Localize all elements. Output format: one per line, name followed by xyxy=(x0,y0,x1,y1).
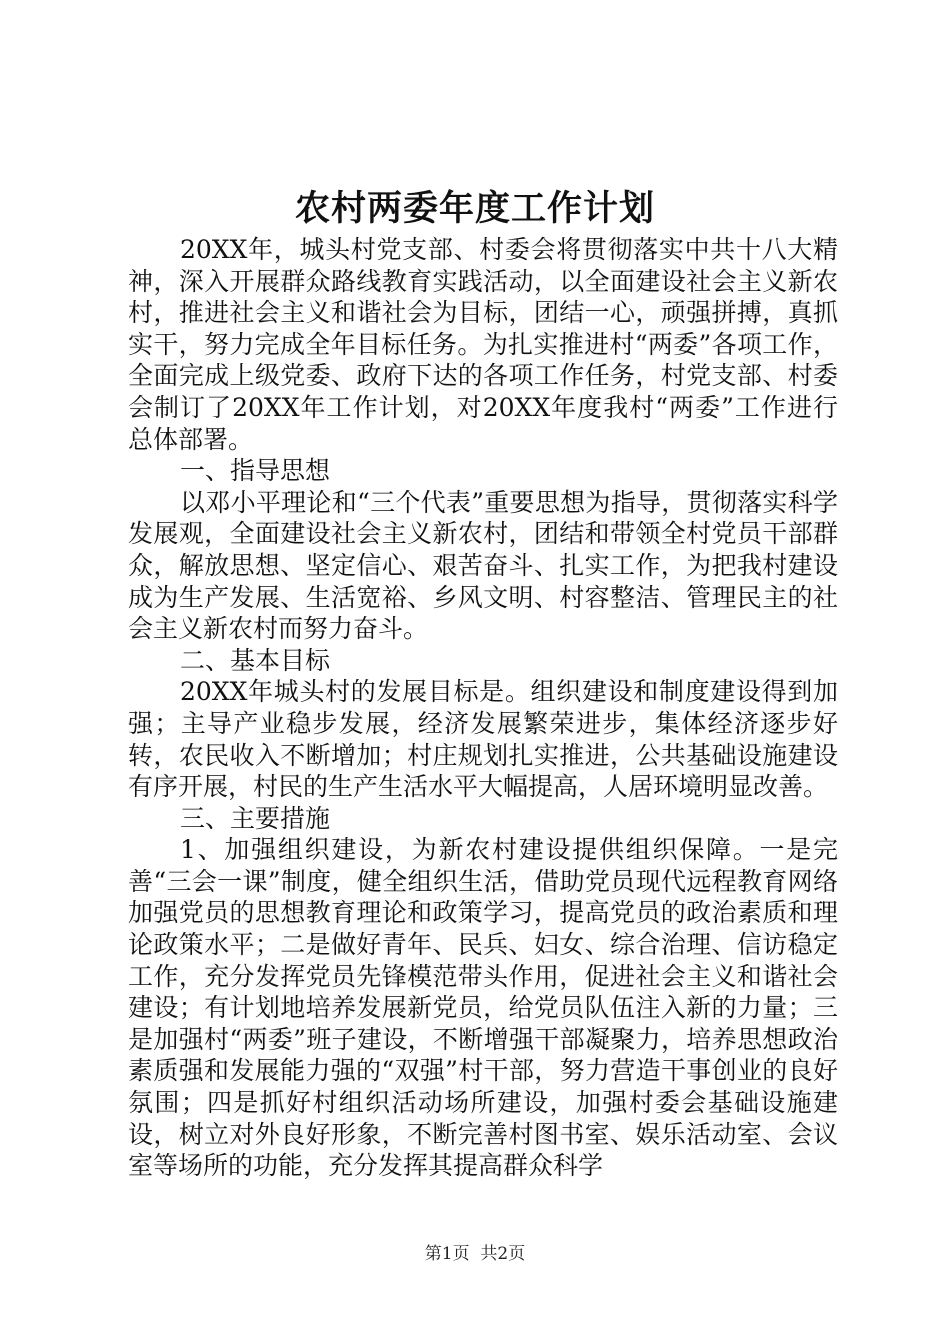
intro-paragraph: 20XX年，城头村党支部、村委会将贯彻落实中共十八大精神，深入开展群众路线教育实践活动，以全面建设社会主义新农村，推进社会主义和谐社会为目标，团结一心，顽强拼搏，真抓实干，努力完成全年目标任务。为扎实推进村“两委”各项工作，全面完成上级党委、政府下达的各项工作任务，村党支部、村委会制订了20XX年工作计划，对20XX年度我村“两委”工作进行总体部署。 xyxy=(128,235,838,454)
main-measures-paragraph: 1、加强组织建设，为新农村建设提供组织保障。一是完善“三会一课”制度，健全组织生活，借助党员现代远程教育网络加强党员的思想教育理论和政策学习，提高党员的政治素质和理论政策水平；二是做好青年、民兵、妇女、综合治理、信访稳定工作，充分发挥党员先锋模范带头作用，促进社会主义和谐社会建设；有计划地培养发展新党员，给党员队伍注入新的力量；三是加强村“两委”班子建设，不断增强干部凝聚力，培养思想政治素质强和发展能力强的“双强”村干部，努力营造干事创业的良好氛围；四是抓好村组织活动场所建设，加强村委会基础设施建设，树立对外良好形象，不断完善村图书室、娱乐活动室、会议室等场所的功能，充分发挥其提高群众科学 xyxy=(128,835,838,1181)
section-heading-basic-goals: 二、基本目标 xyxy=(180,645,331,675)
document-title: 农村两委年度工作计划 xyxy=(294,188,655,229)
section-heading-guiding-ideology: 一、指导思想 xyxy=(180,456,331,486)
document-body xyxy=(128,234,838,1182)
section-heading-main-measures: 三、主要措施 xyxy=(180,803,331,833)
basic-goals-paragraph: 20XX年城头村的发展目标是。组织建设和制度建设得到加强；主导产业稳步发展，经济发展繁荣进步，集体经济逐步好转，农民收入不断增加；村庄规划扎实推进，公共基础设施建设有序开展，村民的生产生活水平大幅提高，人居环境明显改善。 xyxy=(128,677,838,802)
page-number-footer: 第1页 共2页 xyxy=(424,1244,526,1264)
guiding-ideology-paragraph: 以邓小平理论和“三个代表”重要思想为指导，贯彻落实科学发展观，全面建设社会主义新农村，团结和带领全村党员干部群众，解放思想、坚定信心、艰苦奋斗、扎实工作，为把我村建设成为生产发展、生活宽裕、乡风文明、村容整洁、管理民主的社会主义新农村而努力奋斗。 xyxy=(128,487,838,644)
